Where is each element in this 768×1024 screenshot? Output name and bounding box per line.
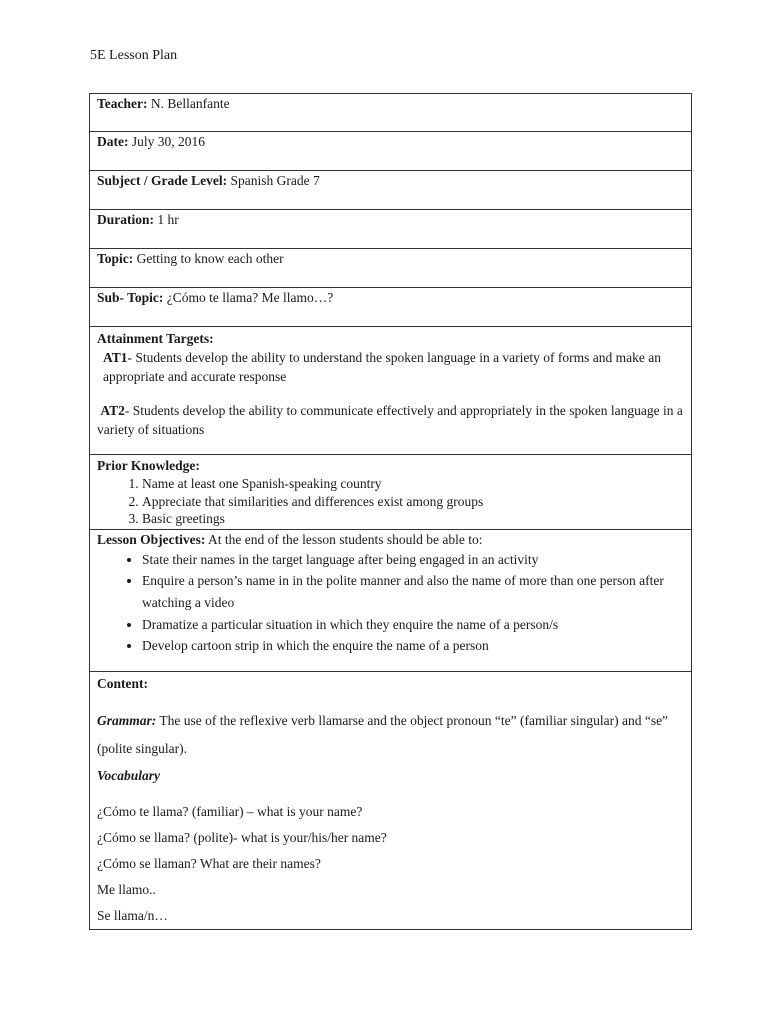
at1-label: AT1 [103, 350, 128, 365]
attainment-label: Attainment Targets: [97, 331, 214, 346]
date-label: Date: [97, 134, 129, 149]
document-title: 5E Lesson Plan [90, 48, 178, 63]
list-item: 2. Appreciate that similarities and differences exist among groups [142, 493, 684, 511]
topic-label: Topic: [97, 251, 134, 266]
objectives-list [97, 549, 684, 656]
grammar-label: Grammar: [97, 713, 157, 728]
subtopic-label: Sub- Topic: [97, 290, 164, 305]
subject-label: Subject / Grade Level: [97, 173, 228, 188]
prior-knowledge-label: Prior Knowledge: [97, 458, 200, 473]
subtopic-value: ¿Cómo te llama? Me llamo…? [163, 290, 334, 305]
topic-value: Getting to know each other [133, 251, 284, 266]
list-item: 3. Basic greetings [142, 510, 684, 528]
prior-knowledge-row [90, 455, 692, 530]
duration-label: Duration: [97, 212, 154, 227]
vocab-line: ¿Cómo se llama? (polite)- what is your/his/her name? [97, 830, 387, 845]
objectives-row [90, 530, 692, 672]
objectives-label: Lesson Objectives: [97, 532, 206, 547]
list-item: • State their names in the target language after being engaged in an activity [142, 549, 684, 570]
duration-value: 1 hr [154, 212, 179, 227]
vocab-line: Se llama/n… [97, 908, 168, 923]
at1-block [97, 348, 684, 386]
teacher-value: N. Bellanfante [147, 96, 230, 111]
attainment-row [90, 327, 692, 455]
list-item: • Enquire a person’s name in in the polite manner and also the name of more than one person after watching a video [142, 570, 684, 614]
list-item: • Dramatize a particular situation in which they enquire the name of a person/s [142, 614, 684, 635]
vocab-line: ¿Cómo se llaman? What are their names? [97, 856, 321, 871]
list-item: 1. Name at least one Spanish-speaking country [142, 475, 684, 493]
at2-text: - Students develop the ability to communicate effectively and appropriately in the spoken language in a variety of situations [97, 403, 683, 437]
at2-block [97, 401, 684, 439]
vocabulary-label: Vocabulary [97, 768, 161, 783]
vocab-line: ¿Cómo te llama? (familiar) – what is your name? [97, 804, 363, 819]
objectives-intro: At the end of the lesson students should be able to: [205, 532, 483, 547]
content-row [90, 672, 692, 930]
subject-row [90, 171, 692, 210]
objectives-heading [97, 530, 684, 549]
duration-row [90, 210, 692, 249]
topic-row [90, 249, 692, 288]
grammar-text: The use of the reflexive verb llamarse and the object pronoun “te” (familiar singular) and “se” (polite singular). [97, 713, 669, 756]
date-value: July 30, 2016 [128, 134, 205, 149]
date-row [90, 132, 692, 171]
teacher-row [90, 94, 692, 132]
at1-text: - Students develop the ability to understand the spoken language in a variety of forms and make an appropriate and accurate response [103, 350, 661, 384]
lesson-plan-table [89, 93, 692, 930]
subject-value: Spanish Grade 7 [227, 173, 320, 188]
list-item: • Develop cartoon strip in which the enquire the name of a person [142, 635, 684, 656]
content-label: Content: [97, 676, 148, 691]
at2-label: AT2 [100, 403, 125, 418]
prior-knowledge-list [97, 475, 684, 528]
grammar-paragraph [97, 707, 684, 763]
subtopic-row [90, 288, 692, 327]
teacher-label: Teacher: [97, 96, 148, 111]
vocab-line: Me llamo.. [97, 882, 156, 897]
